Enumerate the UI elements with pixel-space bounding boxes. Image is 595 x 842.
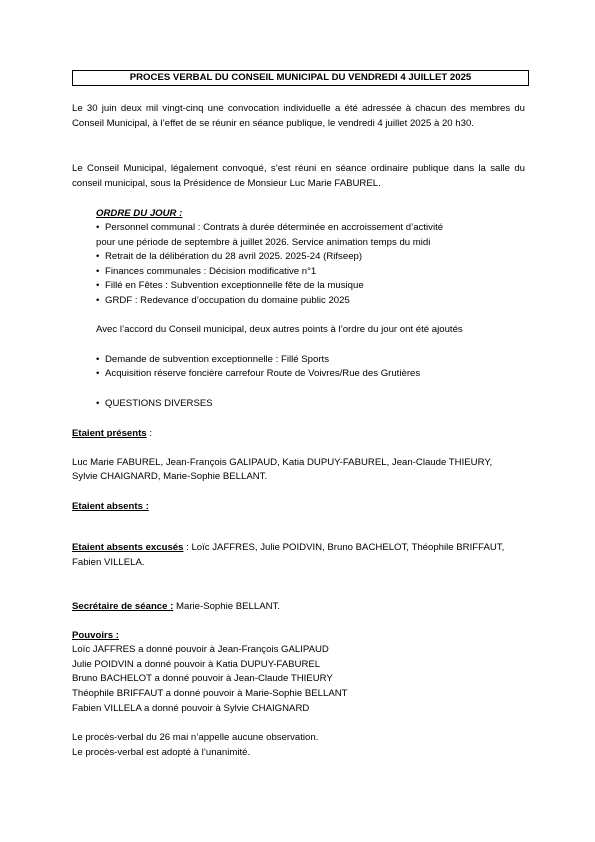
bullet-icon: • bbox=[96, 398, 100, 409]
closing-line-1: Le procès-verbal du 26 mai n’appelle aucune observation. bbox=[72, 732, 319, 743]
agenda-item-text: Demande de subvention exceptionnelle : Fillé Sports bbox=[105, 354, 329, 365]
agenda-extra-1 bbox=[96, 352, 556, 367]
agenda-item-2 bbox=[96, 249, 556, 264]
absent-heading bbox=[72, 499, 532, 514]
proxy-item: Loïc JAFFRES a donné pouvoir à Jean-François GALIPAUD bbox=[72, 644, 329, 655]
bullet-icon: • bbox=[96, 222, 100, 233]
agenda-item-5 bbox=[96, 293, 556, 308]
agenda-item-text: GRDF : Redevance d’occupation du domaine public 2025 bbox=[105, 295, 350, 306]
agenda-item-text: Acquisition réserve foncière carrefour Route de Voivres/Rue des Grutières bbox=[105, 368, 421, 379]
excused-line-2: Fabien VILLELA. bbox=[72, 557, 145, 568]
present-heading-suffix: : bbox=[146, 428, 152, 439]
agenda-extra-2 bbox=[96, 366, 556, 381]
secretary-heading-text: Secrétaire de séance : bbox=[72, 601, 174, 612]
secretary-name: Marie-Sophie BELLANT. bbox=[173, 601, 280, 612]
session-paragraph: Le Conseil Municipal, légalement convoqué, s’est réuni en séance ordinaire publique dans la salle du conseil municipal, sous la Présidence de Monsieur Luc Marie FABUREL. bbox=[72, 163, 525, 189]
bullet-icon: • bbox=[96, 295, 100, 306]
proxy-item: Bruno BACHELOT a donné pouvoir à Jean-Claude THIEURY bbox=[72, 673, 333, 684]
absent-heading-text: Etaient absents : bbox=[72, 501, 149, 512]
agenda-questions bbox=[96, 396, 556, 411]
agenda-item-text: Retrait de la délibération du 28 avril 2025. 2025-24 (Rifseep) bbox=[105, 251, 363, 262]
excused-heading-text: Etaient absents excusés bbox=[72, 542, 184, 553]
agenda-item-text: Personnel communal : Contrats à durée déterminée en accroissement d’activité bbox=[105, 222, 444, 233]
agenda-item-1-line-1 bbox=[96, 220, 556, 235]
present-list-line-2: Sylvie CHAIGNARD, Marie-Sophie BELLANT. bbox=[72, 471, 268, 482]
agenda-item-3 bbox=[96, 264, 556, 279]
agenda-item-text: Fillé en Fêtes : Subvention exceptionnelle fête de la musique bbox=[105, 280, 364, 291]
excused-line-1 bbox=[72, 540, 532, 555]
proxies-heading bbox=[72, 628, 532, 643]
bullet-icon: • bbox=[96, 368, 100, 379]
agenda-item-text: Finances communales : Décision modificative n°1 bbox=[105, 266, 317, 277]
additional-points-intro: Avec l’accord du Conseil municipal, deux autres points à l’ordre du jour ont été ajoutés bbox=[96, 324, 463, 335]
closing-line-2: Le procès-verbal est adopté à l’unanimité. bbox=[72, 747, 251, 758]
proxy-item: Théophile BRIFFAUT a donné pouvoir à Marie-Sophie BELLANT bbox=[72, 688, 348, 699]
present-heading-text: Etaient présents bbox=[72, 428, 147, 439]
agenda-heading bbox=[96, 206, 556, 221]
secretary-line bbox=[72, 599, 532, 614]
present-list-line-1: Luc Marie FABUREL, Jean-François GALIPAUD, Katia DUPUY-FABUREL, Jean-Claude THIEURY, bbox=[72, 457, 493, 468]
agenda-item-4 bbox=[96, 278, 556, 293]
bullet-icon: • bbox=[96, 280, 100, 291]
bullet-icon: • bbox=[96, 266, 100, 277]
agenda-item-text: QUESTIONS DIVERSES bbox=[105, 398, 213, 409]
document-title: PROCES VERBAL DU CONSEIL MUNICIPAL DU VENDREDI 4 JUILLET 2025 bbox=[72, 70, 529, 86]
intro-paragraph: Le 30 juin deux mil vingt-cinq une convocation individuelle a été adressée à chacun des membres du Conseil Municipal, à l’effet de se réunir en séance publique, le vendredi 4 juillet 2025 à 20 h30. bbox=[72, 103, 525, 129]
proxy-item: Julie POIDVIN a donné pouvoir à Katia DUPUY-FABUREL bbox=[72, 659, 321, 670]
agenda-heading-text: ORDRE DU JOUR : bbox=[96, 208, 183, 219]
bullet-icon: • bbox=[96, 251, 100, 262]
excused-names: : Loïc JAFFRES, Julie POIDVIN, Bruno BACHELOT, Théophile BRIFFAUT, bbox=[183, 542, 505, 553]
proxy-item: Fabien VILLELA a donné pouvoir à Sylvie CHAIGNARD bbox=[72, 703, 310, 714]
bullet-icon: • bbox=[96, 354, 100, 365]
proxies-heading-text: Pouvoirs : bbox=[72, 630, 119, 641]
agenda-item-1-line-2: pour une période de septembre à juillet 2026. Service animation temps du midi bbox=[96, 237, 431, 248]
present-heading bbox=[72, 426, 532, 441]
